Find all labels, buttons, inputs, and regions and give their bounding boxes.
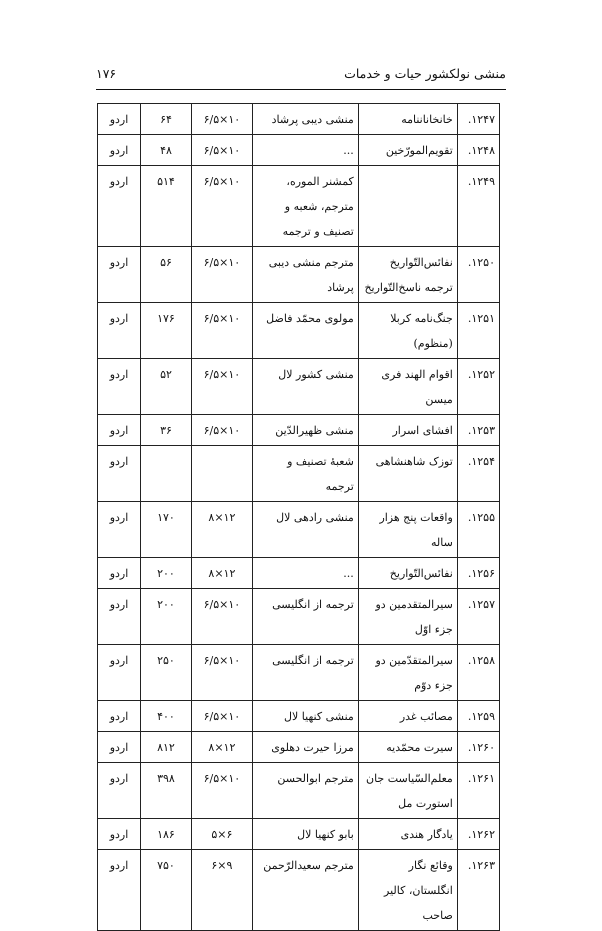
page-size: ۱۰×۶/۵	[191, 104, 252, 135]
author-translator: منشی دیبی پرشاد	[252, 104, 358, 135]
page-count: ۱۷۶	[141, 303, 192, 359]
language: اردو	[98, 589, 141, 645]
page-count: ۵۶	[141, 247, 192, 303]
book-title: سیرالمتقدمین دو جزء اوّل	[358, 589, 457, 645]
language: اردو	[98, 819, 141, 850]
page-size: ۱۰×۶/۵	[191, 645, 252, 701]
page-size: ۱۰×۶/۵	[191, 135, 252, 166]
book-title: خانخاناننامه	[358, 104, 457, 135]
book-title: سیرالمتقدّمین دو جزء دوّم	[358, 645, 457, 701]
table-row	[98, 135, 500, 166]
page-size: ۶×۵	[191, 819, 252, 850]
page-count: ۴۰۰	[141, 701, 192, 732]
book-title: مصائب غدر	[358, 701, 457, 732]
entry-number: ۱۲۵۲.	[457, 359, 499, 415]
language: اردو	[98, 558, 141, 589]
language: اردو	[98, 502, 141, 558]
entry-number: ۱۲۵۸.	[457, 645, 499, 701]
author-translator: مترجم سعیدالرّحمن	[252, 850, 358, 931]
language: اردو	[98, 446, 141, 502]
book-title: اقوام الهند فری میسن	[358, 359, 457, 415]
table-row	[98, 104, 500, 135]
page-size	[191, 446, 252, 502]
book-title: افشای اسرار	[358, 415, 457, 446]
page-count	[141, 446, 192, 502]
author-translator: ...	[252, 558, 358, 589]
language: اردو	[98, 135, 141, 166]
page-size: ۱۰×۶/۵	[191, 303, 252, 359]
author-translator: مولوی محمّد فاضل	[252, 303, 358, 359]
page-count: ۷۵۰	[141, 850, 192, 931]
entry-number: ۱۲۵۰.	[457, 247, 499, 303]
language: اردو	[98, 732, 141, 763]
author-translator: منشی کنهیا لال	[252, 701, 358, 732]
page-count: ۲۵۰	[141, 645, 192, 701]
running-title: منشی نولکشور حیات و خدمات	[344, 66, 506, 81]
book-title	[358, 166, 457, 247]
page-size: ۱۰×۶/۵	[191, 359, 252, 415]
table-row	[98, 415, 500, 446]
table-row	[98, 446, 500, 502]
page-size: ۱۰×۶/۵	[191, 589, 252, 645]
table-row	[98, 247, 500, 303]
table-row	[98, 166, 500, 247]
language: اردو	[98, 850, 141, 931]
page-size: ۱۲×۸	[191, 732, 252, 763]
language: اردو	[98, 701, 141, 732]
author-translator: منشی رادهی لال	[252, 502, 358, 558]
entry-number: ۱۲۵۶.	[457, 558, 499, 589]
book-title: نفائس‌التّواریخ	[358, 558, 457, 589]
language: اردو	[98, 763, 141, 819]
entry-number: ۱۲۴۹.	[457, 166, 499, 247]
author-translator: بابو کنهیا لال	[252, 819, 358, 850]
author-translator: ...	[252, 135, 358, 166]
book-title: معلم‌السّیاست جان استورت مل	[358, 763, 457, 819]
entry-number: ۱۲۵۴.	[457, 446, 499, 502]
page-count: ۵۱۴	[141, 166, 192, 247]
language: اردو	[98, 104, 141, 135]
page-size: ۱۰×۶/۵	[191, 701, 252, 732]
author-translator: ترجمه از انگلیسی	[252, 589, 358, 645]
table-row	[98, 303, 500, 359]
page-count: ۶۴	[141, 104, 192, 135]
page-count: ۲۰۰	[141, 589, 192, 645]
author-translator: منشی ظهیرالدّین	[252, 415, 358, 446]
book-title: یادگار هندی	[358, 819, 457, 850]
page-size: ۱۲×۸	[191, 502, 252, 558]
table-row	[98, 701, 500, 732]
page-number: ۱۷۶	[96, 66, 117, 81]
language: اردو	[98, 166, 141, 247]
entry-number: ۱۲۵۳.	[457, 415, 499, 446]
entry-number: ۱۲۶۱.	[457, 763, 499, 819]
entry-number: ۱۲۶۲.	[457, 819, 499, 850]
table-row	[98, 502, 500, 558]
catalog-table	[97, 103, 500, 931]
author-translator: شعبهٔ تصنیف و ترجمه	[252, 446, 358, 502]
page-count: ۳۶	[141, 415, 192, 446]
entry-number: ۱۲۶۳.	[457, 850, 499, 931]
language: اردو	[98, 645, 141, 701]
table-row	[98, 850, 500, 931]
page-count: ۱۷۰	[141, 502, 192, 558]
page-count: ۴۸	[141, 135, 192, 166]
page-size: ۱۰×۶/۵	[191, 247, 252, 303]
entry-number: ۱۲۶۰.	[457, 732, 499, 763]
book-title: واقعات پنج هزار ساله	[358, 502, 457, 558]
author-translator: مترجم منشی دیبی پرشاد	[252, 247, 358, 303]
page-count: ۳۹۸	[141, 763, 192, 819]
book-title: وقائع نگار انگلستان، کالیر صاحب	[358, 850, 457, 931]
page-count: ۵۲	[141, 359, 192, 415]
page-size: ۱۰×۶/۵	[191, 166, 252, 247]
language: اردو	[98, 303, 141, 359]
entry-number: ۱۲۵۷.	[457, 589, 499, 645]
entry-number: ۱۲۴۸.	[457, 135, 499, 166]
table-row	[98, 589, 500, 645]
table-row	[98, 763, 500, 819]
book-title: نفائس‌التّواریخ ترجمه ناسخ‌التّواریخ	[358, 247, 457, 303]
page-size: ۱۰×۶/۵	[191, 763, 252, 819]
page-count: ۲۰۰	[141, 558, 192, 589]
page-count: ۱۸۶	[141, 819, 192, 850]
entry-number: ۱۲۵۵.	[457, 502, 499, 558]
table-row	[98, 732, 500, 763]
page-header	[96, 66, 506, 86]
author-translator: مرزا حیرت دهلوی	[252, 732, 358, 763]
table-row	[98, 645, 500, 701]
author-translator: منشی کشور لال	[252, 359, 358, 415]
page-count: ۸۱۲	[141, 732, 192, 763]
language: اردو	[98, 415, 141, 446]
language: اردو	[98, 247, 141, 303]
page-size: ۱۰×۶/۵	[191, 415, 252, 446]
table-row	[98, 819, 500, 850]
entry-number: ۱۲۵۱.	[457, 303, 499, 359]
entry-number: ۱۲۵۹.	[457, 701, 499, 732]
author-translator: کمشنر الموره، مترجم، شعبه و تصنیف و ترجمه	[252, 166, 358, 247]
table-row	[98, 558, 500, 589]
book-title: توزک شاهنشاهی	[358, 446, 457, 502]
book-title: سیرت محمّدیه	[358, 732, 457, 763]
page-size: ۱۲×۸	[191, 558, 252, 589]
header-rule	[96, 89, 506, 90]
author-translator: مترجم ابوالحسن	[252, 763, 358, 819]
table-row	[98, 359, 500, 415]
language: اردو	[98, 359, 141, 415]
page-size: ۹×۶	[191, 850, 252, 931]
author-translator: ترجمه از انگلیسی	[252, 645, 358, 701]
book-title: تقویم‌المورّخین	[358, 135, 457, 166]
entry-number: ۱۲۴۷.	[457, 104, 499, 135]
book-title: جنگ‌نامه کربلا (منظوم)	[358, 303, 457, 359]
